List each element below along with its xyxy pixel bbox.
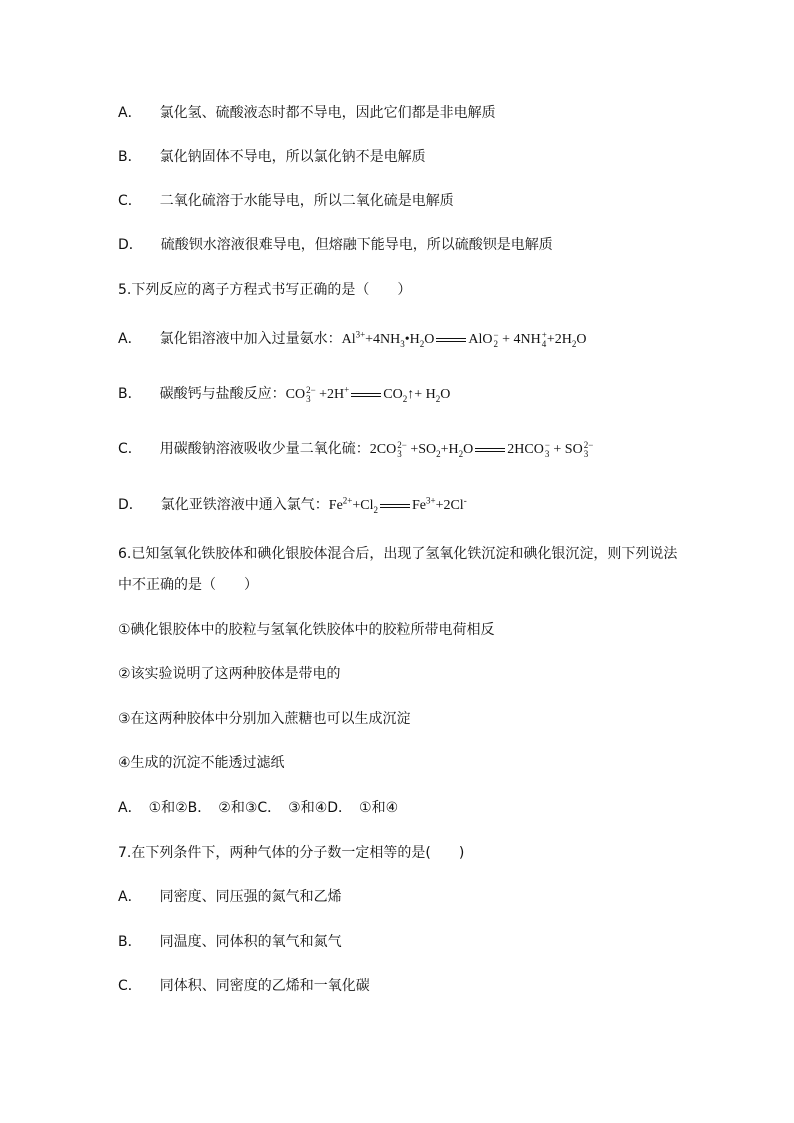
option-text: 同温度、同体积的氧气和氮气 bbox=[159, 934, 342, 950]
option-letter: A． bbox=[118, 331, 142, 347]
equation-b: CO 2− 3 +2H+ $CO_2↑+ H_2O$ bbox=[285, 384, 451, 404]
option-letter: C． bbox=[118, 441, 142, 457]
equals-sign bbox=[380, 504, 410, 508]
q5-option-b bbox=[118, 384, 450, 405]
q5-option-d bbox=[118, 495, 467, 516]
q6-statement-1: ①碘化银胶体中的胶粒与氢氧化铁胶体中的胶粒所带电荷相反 bbox=[118, 622, 495, 638]
option-letter: D． bbox=[118, 497, 143, 513]
option-text: 同密度、同压强的氮气和乙烯 bbox=[159, 889, 342, 905]
equation-d: $Fe^{2+}+Cl_2$ $Fe^{3+}+2Cl^-$ bbox=[328, 495, 467, 515]
option-text: 氯化铝溶液中加入过量氨水： bbox=[159, 331, 342, 347]
q6-stem-line2: 中不正确的是（ ） bbox=[118, 577, 258, 593]
equation-c: 2CO 2− 3 $+SO_2+H_2O$ 2HCO − 3 + SO 2− 3 bbox=[369, 439, 594, 459]
option-letter: A． bbox=[118, 105, 142, 121]
option-text: 氯化氢、硫酸液态时都不导电，因此它们都是非电解质 bbox=[159, 105, 496, 121]
equals-sign bbox=[436, 338, 466, 342]
q4-option-a bbox=[118, 103, 496, 123]
q7-option-a bbox=[118, 887, 342, 907]
option-text: 用碳酸钠溶液吸收少量二氧化硫： bbox=[159, 441, 370, 457]
option-text: 氯化钠固体不导电，所以氯化钠不是电解质 bbox=[159, 149, 426, 165]
q6-stem-line1: 6.已知氢氧化铁胶体和碘化银胶体混合后，出现了氢氧化铁沉淀和碘化银沉淀，则下列说法 bbox=[118, 546, 678, 562]
option-text: 氯化亚铁溶液中通入氯气： bbox=[160, 497, 329, 513]
q7-option-c bbox=[118, 976, 370, 996]
option-letter: C． bbox=[118, 978, 142, 994]
q6-statement-2: ②该实验说明了这两种胶体是带电的 bbox=[118, 666, 341, 682]
q4-option-d bbox=[118, 235, 553, 255]
option-text: 硫酸钡水溶液很难导电，但熔融下能导电，所以硫酸钡是电解质 bbox=[160, 237, 553, 253]
option-letter: D． bbox=[118, 237, 143, 253]
equals-sign bbox=[351, 393, 381, 397]
q6-statement-4: ④生成的沉淀不能透过滤纸 bbox=[118, 755, 285, 771]
q6-options: A． ①和②B． ②和③C． ③和④D． ①和④ bbox=[118, 800, 399, 816]
q4-option-c bbox=[118, 191, 454, 211]
option-text: 碳酸钙与盐酸反应： bbox=[159, 386, 286, 402]
option-letter: C． bbox=[118, 193, 142, 209]
option-text: 同体积、同密度的乙烯和一氧化碳 bbox=[159, 978, 370, 994]
equals-sign bbox=[475, 448, 505, 452]
q5-option-c bbox=[118, 439, 593, 460]
equation-a: $Al^{3+}+4NH_3•H_2O$ AlO − 2 + 4NH + 4 $+2H_2O$ bbox=[341, 329, 587, 349]
q5-stem: 5.下列反应的离子方程式书写正确的是（ ） bbox=[118, 282, 412, 298]
q5-option-a bbox=[118, 329, 586, 350]
option-letter: B． bbox=[118, 149, 142, 165]
option-letter: B． bbox=[118, 386, 142, 402]
option-letter: B． bbox=[118, 934, 142, 950]
q7-stem: 7.在下列条件下，两种气体的分子数一定相等的是( ) bbox=[118, 845, 465, 861]
q7-option-b bbox=[118, 932, 342, 952]
option-letter: A． bbox=[118, 889, 142, 905]
q4-option-b bbox=[118, 147, 426, 167]
option-text: 二氧化硫溶于水能导电，所以二氧化硫是电解质 bbox=[159, 193, 454, 209]
q6-statement-3: ③在这两种胶体中分别加入蔗糖也可以生成沉淀 bbox=[118, 711, 411, 727]
